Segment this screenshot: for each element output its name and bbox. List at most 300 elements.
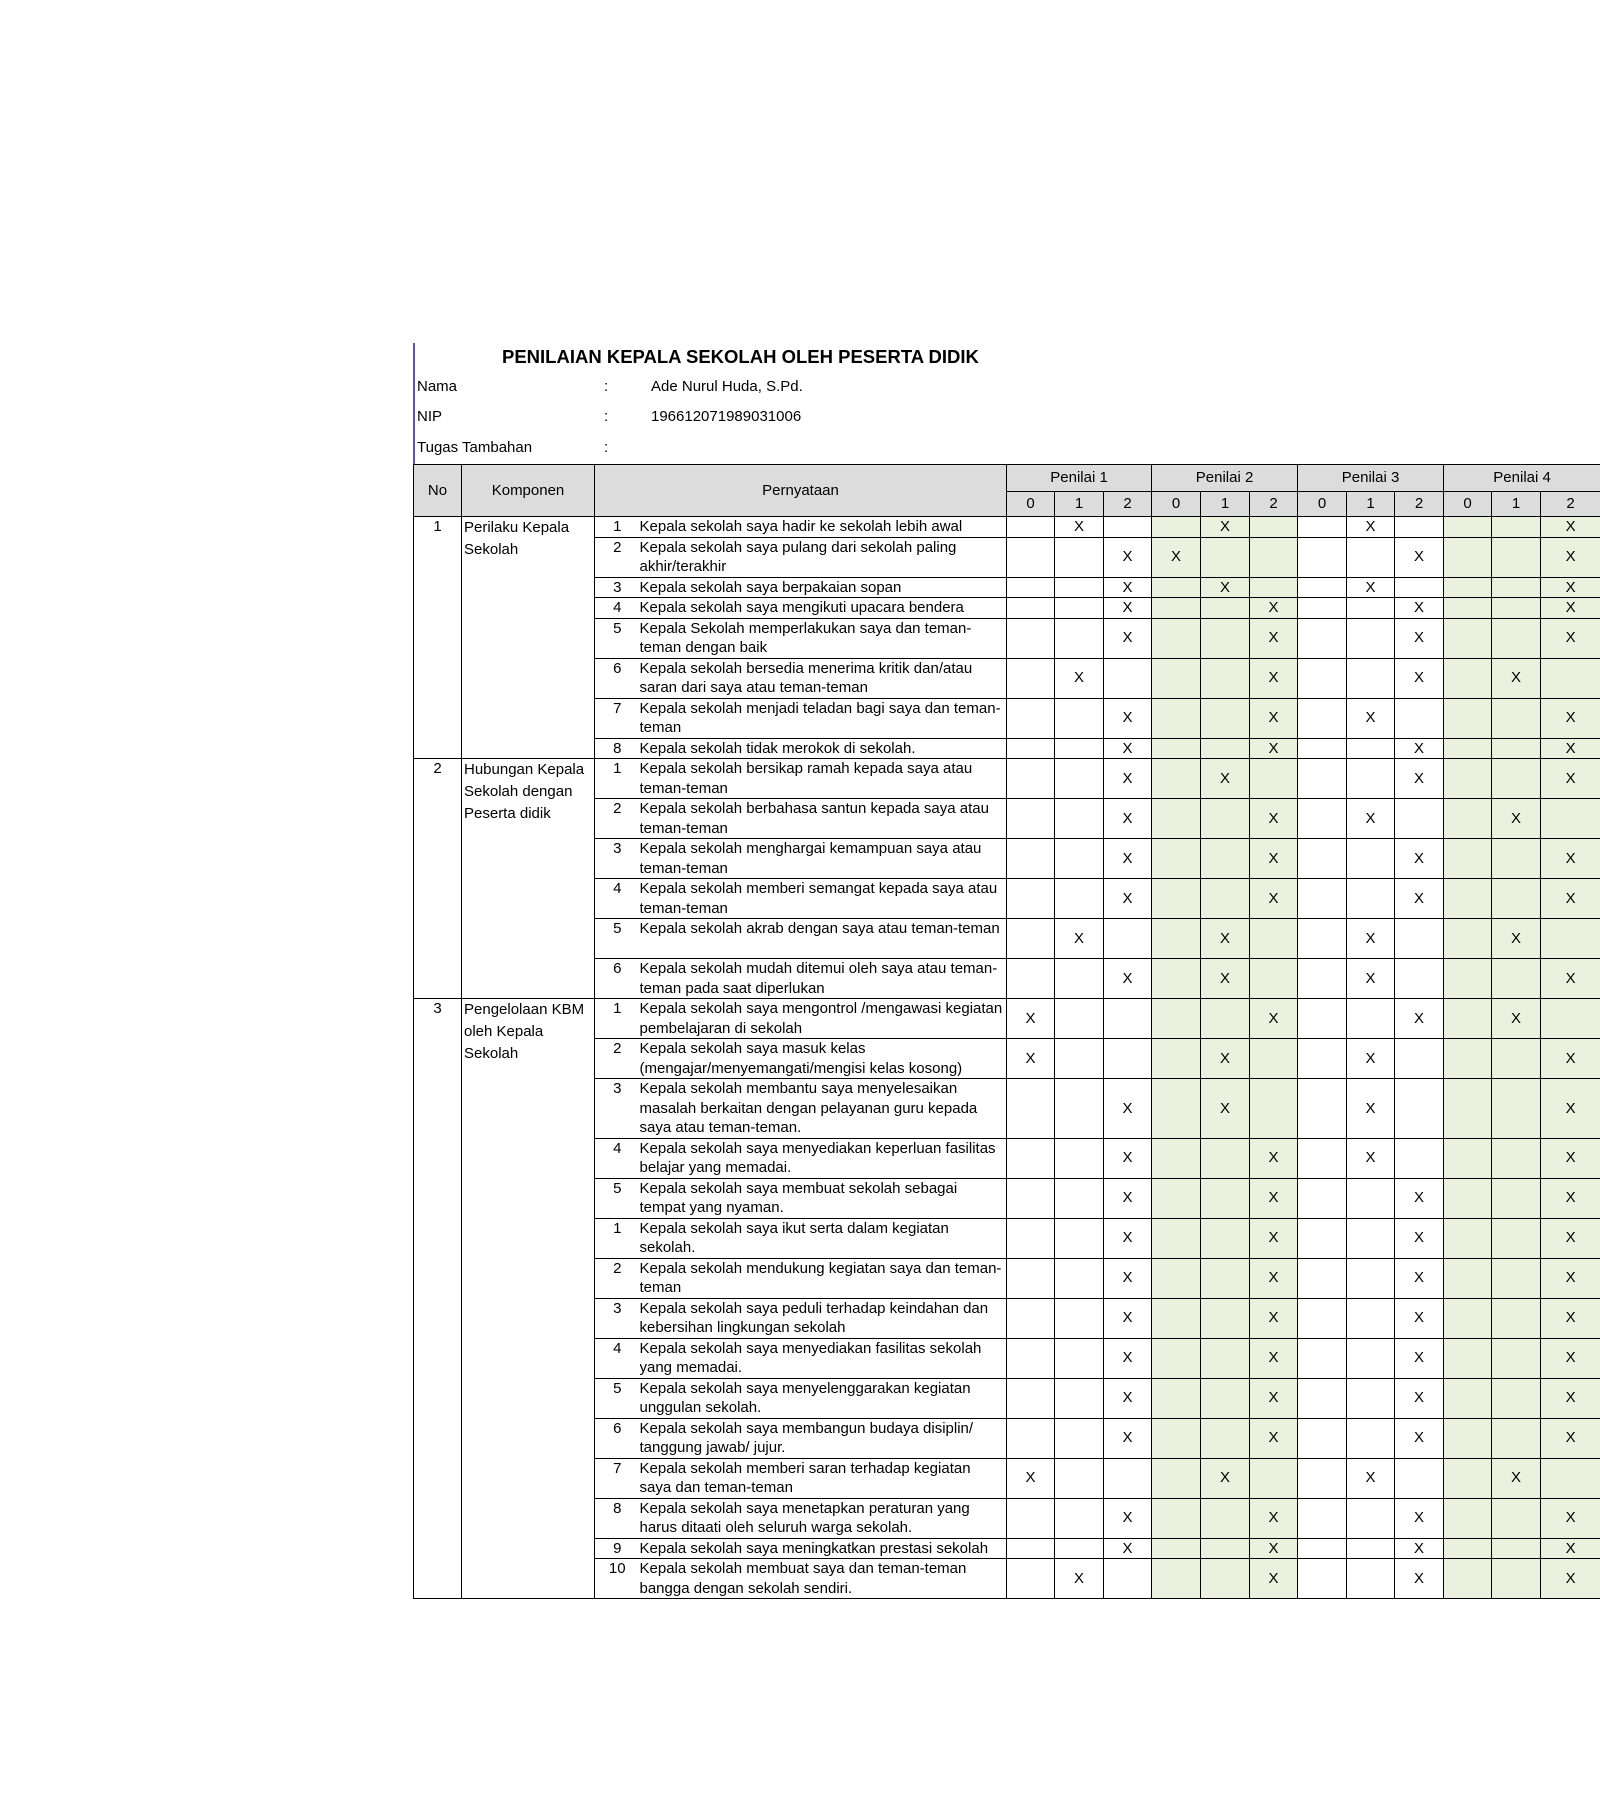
score-cell-penilai-4-0: [1444, 598, 1492, 619]
page-title: PENILAIAN KEPALA SEKOLAH OLEH PESERTA DIDIK: [502, 346, 979, 367]
score-cell-penilai-3-0: [1298, 999, 1347, 1039]
score-cell-penilai-4-2: X: [1541, 1559, 1600, 1599]
score-cell-penilai-3-1: [1347, 839, 1395, 879]
score-cell-penilai-4-1: [1492, 537, 1541, 577]
score-cell-penilai-3-1: X: [1347, 517, 1395, 538]
score-cell-penilai-4-0: [1444, 517, 1492, 538]
score-cell-penilai-4-2: X: [1541, 1378, 1600, 1418]
score-cell-penilai-1-1: [1055, 1338, 1104, 1378]
score-cell-penilai-3-2: X: [1395, 1498, 1444, 1538]
score-cell-penilai-4-1: X: [1492, 799, 1541, 839]
statement-text: Kepala sekolah saya membangun budaya disiplin/ tanggung jawab/ jujur.: [640, 1418, 1007, 1458]
statement-number: 6: [595, 658, 640, 698]
score-cell-penilai-2-1: X: [1201, 1039, 1250, 1079]
score-cell-penilai-3-2: [1395, 1039, 1444, 1079]
statement-text: Kepala sekolah bersedia menerima kritik dan/atau saran dari saya atau teman-teman: [640, 658, 1007, 698]
score-cell-penilai-3-1: X: [1347, 1458, 1395, 1498]
score-cell-penilai-1-1: [1055, 879, 1104, 919]
score-cell-penilai-3-0: [1298, 759, 1347, 799]
score-cell-penilai-2-0: [1152, 1538, 1201, 1559]
score-cell-penilai-4-2: X: [1541, 1498, 1600, 1538]
score-cell-penilai-4-2: X: [1541, 1178, 1600, 1218]
score-cell-penilai-4-1: X: [1492, 658, 1541, 698]
score-cell-penilai-1-2: X: [1104, 1538, 1152, 1559]
assessment-table: [413, 464, 1600, 1599]
section-number: 1: [414, 517, 462, 759]
score-cell-penilai-1-0: [1007, 1498, 1055, 1538]
score-cell-penilai-4-1: [1492, 1559, 1541, 1599]
score-cell-penilai-3-2: X: [1395, 1178, 1444, 1218]
score-cell-penilai-2-2: X: [1250, 618, 1298, 658]
score-cell-penilai-1-0: [1007, 537, 1055, 577]
statement-text: Kepala sekolah saya mengikuti upacara bendera: [640, 598, 1007, 619]
score-header: 2: [1104, 492, 1152, 517]
score-cell-penilai-1-0: [1007, 658, 1055, 698]
score-cell-penilai-1-2: [1104, 1559, 1152, 1599]
score-cell-penilai-3-1: X: [1347, 698, 1395, 738]
score-cell-penilai-2-1: [1201, 1378, 1250, 1418]
score-cell-penilai-2-2: X: [1250, 1218, 1298, 1258]
score-cell-penilai-2-0: [1152, 799, 1201, 839]
score-header: 2: [1250, 492, 1298, 517]
score-cell-penilai-1-0: [1007, 618, 1055, 658]
score-cell-penilai-3-2: X: [1395, 1378, 1444, 1418]
score-cell-penilai-3-1: [1347, 999, 1395, 1039]
score-cell-penilai-4-0: [1444, 879, 1492, 919]
statement-text: Kepala sekolah menjadi teladan bagi saya dan teman-teman: [640, 698, 1007, 738]
score-cell-penilai-3-0: [1298, 577, 1347, 598]
score-cell-penilai-2-0: [1152, 658, 1201, 698]
score-cell-penilai-1-2: X: [1104, 879, 1152, 919]
score-cell-penilai-3-1: X: [1347, 1138, 1395, 1178]
score-cell-penilai-4-2: X: [1541, 1218, 1600, 1258]
score-cell-penilai-1-0: [1007, 598, 1055, 619]
score-cell-penilai-2-0: [1152, 1079, 1201, 1139]
score-cell-penilai-3-0: [1298, 919, 1347, 959]
score-cell-penilai-2-2: X: [1250, 1378, 1298, 1418]
score-cell-penilai-1-1: [1055, 799, 1104, 839]
score-cell-penilai-2-0: [1152, 1039, 1201, 1079]
score-cell-penilai-4-0: [1444, 1258, 1492, 1298]
score-cell-penilai-1-2: X: [1104, 1138, 1152, 1178]
header-penilai-3: Penilai 3: [1298, 465, 1444, 492]
score-cell-penilai-2-0: [1152, 1458, 1201, 1498]
header-penilai-4: Penilai 4: [1444, 465, 1600, 492]
statement-number: 7: [595, 698, 640, 738]
score-cell-penilai-2-0: [1152, 959, 1201, 999]
score-cell-penilai-2-1: X: [1201, 517, 1250, 538]
statement-text: Kepala sekolah saya meningkatkan prestasi sekolah: [640, 1538, 1007, 1559]
statement-number: 1: [595, 1218, 640, 1258]
field-colon: :: [604, 408, 609, 425]
score-cell-penilai-2-2: [1250, 537, 1298, 577]
score-cell-penilai-3-1: [1347, 1538, 1395, 1559]
statement-number: 5: [595, 919, 640, 959]
score-cell-penilai-1-2: X: [1104, 1218, 1152, 1258]
score-cell-penilai-1-1: [1055, 1458, 1104, 1498]
score-cell-penilai-4-0: [1444, 577, 1492, 598]
score-cell-penilai-1-1: [1055, 999, 1104, 1039]
score-header: 0: [1444, 492, 1492, 517]
score-cell-penilai-4-1: [1492, 1138, 1541, 1178]
score-cell-penilai-4-0: [1444, 839, 1492, 879]
statement-number: 6: [595, 959, 640, 999]
score-cell-penilai-2-2: X: [1250, 658, 1298, 698]
statement-text: Kepala sekolah bersikap ramah kepada saya atau teman-teman: [640, 759, 1007, 799]
score-cell-penilai-4-1: [1492, 598, 1541, 619]
score-cell-penilai-1-2: X: [1104, 759, 1152, 799]
score-cell-penilai-1-1: X: [1055, 1559, 1104, 1599]
score-cell-penilai-2-0: [1152, 1338, 1201, 1378]
score-cell-penilai-3-1: [1347, 738, 1395, 759]
score-cell-penilai-2-1: X: [1201, 959, 1250, 999]
score-cell-penilai-4-0: [1444, 1178, 1492, 1218]
score-cell-penilai-1-0: X: [1007, 1039, 1055, 1079]
score-cell-penilai-2-0: [1152, 1418, 1201, 1458]
score-cell-penilai-3-0: [1298, 598, 1347, 619]
score-cell-penilai-1-1: [1055, 598, 1104, 619]
score-cell-penilai-1-1: [1055, 1538, 1104, 1559]
score-cell-penilai-1-1: [1055, 759, 1104, 799]
score-cell-penilai-1-0: [1007, 1338, 1055, 1378]
statement-number: 10: [595, 1559, 640, 1599]
statement-number: 2: [595, 1258, 640, 1298]
statement-number: 5: [595, 1178, 640, 1218]
score-cell-penilai-3-0: [1298, 1218, 1347, 1258]
score-cell-penilai-4-1: [1492, 1079, 1541, 1139]
score-cell-penilai-4-0: [1444, 1538, 1492, 1559]
score-cell-penilai-2-2: X: [1250, 1258, 1298, 1298]
statement-number: 3: [595, 577, 640, 598]
score-cell-penilai-4-1: [1492, 1338, 1541, 1378]
score-cell-penilai-3-0: [1298, 959, 1347, 999]
score-cell-penilai-4-1: [1492, 1178, 1541, 1218]
score-cell-penilai-2-2: X: [1250, 1538, 1298, 1559]
header-penilai-2: Penilai 2: [1152, 465, 1298, 492]
score-cell-penilai-3-2: X: [1395, 1258, 1444, 1298]
score-cell-penilai-2-2: X: [1250, 799, 1298, 839]
score-cell-penilai-3-0: [1298, 658, 1347, 698]
statement-text: Kepala sekolah saya berpakaian sopan: [640, 577, 1007, 598]
score-cell-penilai-2-0: X: [1152, 537, 1201, 577]
score-cell-penilai-3-1: X: [1347, 959, 1395, 999]
score-cell-penilai-2-2: [1250, 1079, 1298, 1139]
score-cell-penilai-2-0: [1152, 698, 1201, 738]
score-cell-penilai-4-0: [1444, 738, 1492, 759]
score-cell-penilai-4-2: X: [1541, 738, 1600, 759]
score-cell-penilai-3-0: [1298, 537, 1347, 577]
score-cell-penilai-3-2: [1395, 799, 1444, 839]
score-cell-penilai-1-0: [1007, 1218, 1055, 1258]
score-cell-penilai-3-2: X: [1395, 618, 1444, 658]
score-cell-penilai-4-1: X: [1492, 919, 1541, 959]
statement-text: Kepala sekolah saya menyelenggarakan kegiatan unggulan sekolah.: [640, 1378, 1007, 1418]
score-cell-penilai-4-1: [1492, 618, 1541, 658]
score-cell-penilai-1-0: [1007, 1418, 1055, 1458]
score-cell-penilai-2-0: [1152, 1498, 1201, 1538]
score-cell-penilai-3-0: [1298, 698, 1347, 738]
statement-text: Kepala Sekolah memperlakukan saya dan teman-teman dengan baik: [640, 618, 1007, 658]
score-cell-penilai-1-0: [1007, 1378, 1055, 1418]
score-cell-penilai-4-1: [1492, 1538, 1541, 1559]
header-komponen: Komponen: [462, 465, 595, 517]
score-cell-penilai-2-1: [1201, 1258, 1250, 1298]
score-cell-penilai-3-1: [1347, 1559, 1395, 1599]
score-cell-penilai-4-1: [1492, 959, 1541, 999]
score-cell-penilai-2-1: [1201, 598, 1250, 619]
score-cell-penilai-3-2: X: [1395, 1418, 1444, 1458]
score-cell-penilai-2-1: X: [1201, 759, 1250, 799]
score-cell-penilai-2-0: [1152, 1138, 1201, 1178]
score-cell-penilai-3-2: X: [1395, 1218, 1444, 1258]
score-cell-penilai-3-0: [1298, 1418, 1347, 1458]
score-cell-penilai-2-2: X: [1250, 1418, 1298, 1458]
score-cell-penilai-3-0: [1298, 1258, 1347, 1298]
score-cell-penilai-3-1: [1347, 1218, 1395, 1258]
score-cell-penilai-2-2: X: [1250, 839, 1298, 879]
score-cell-penilai-1-2: X: [1104, 1378, 1152, 1418]
score-cell-penilai-2-0: [1152, 1378, 1201, 1418]
score-cell-penilai-2-1: X: [1201, 577, 1250, 598]
statement-text: Kepala sekolah memberi saran terhadap kegiatan saya dan teman-teman: [640, 1458, 1007, 1498]
statement-text: Kepala sekolah akrab dengan saya atau teman-teman: [640, 919, 1007, 959]
score-cell-penilai-2-1: [1201, 1559, 1250, 1599]
score-cell-penilai-1-1: [1055, 1138, 1104, 1178]
score-cell-penilai-1-1: X: [1055, 517, 1104, 538]
score-cell-penilai-1-0: [1007, 1559, 1055, 1599]
score-cell-penilai-1-0: [1007, 577, 1055, 598]
statement-number: 4: [595, 1338, 640, 1378]
statement-text: Kepala sekolah saya pulang dari sekolah paling akhir/terakhir: [640, 537, 1007, 577]
section-komponen: Perilaku Kepala Sekolah: [462, 517, 595, 759]
score-cell-penilai-3-0: [1298, 1079, 1347, 1139]
score-cell-penilai-4-0: [1444, 618, 1492, 658]
score-cell-penilai-4-2: X: [1541, 1258, 1600, 1298]
score-cell-penilai-3-0: [1298, 1559, 1347, 1599]
statement-text: Kepala sekolah membantu saya menyelesaikan masalah berkaitan dengan pelayanan guru kepada saya atau teman-teman.: [640, 1079, 1007, 1139]
score-cell-penilai-2-0: [1152, 759, 1201, 799]
statement-text: Kepala sekolah saya hadir ke sekolah lebih awal: [640, 517, 1007, 538]
score-cell-penilai-4-1: [1492, 1039, 1541, 1079]
score-cell-penilai-1-2: X: [1104, 1079, 1152, 1139]
score-cell-penilai-4-0: [1444, 1298, 1492, 1338]
score-cell-penilai-1-0: [1007, 1138, 1055, 1178]
score-cell-penilai-2-1: [1201, 839, 1250, 879]
score-cell-penilai-3-2: X: [1395, 738, 1444, 759]
score-cell-penilai-3-2: X: [1395, 839, 1444, 879]
score-cell-penilai-3-0: [1298, 839, 1347, 879]
statement-text: Kepala sekolah saya menyediakan keperluan fasilitas belajar yang memadai.: [640, 1138, 1007, 1178]
score-cell-penilai-4-1: X: [1492, 1458, 1541, 1498]
statement-text: Kepala sekolah menghargai kemampuan saya atau teman-teman: [640, 839, 1007, 879]
score-cell-penilai-3-1: [1347, 618, 1395, 658]
score-cell-penilai-2-2: X: [1250, 1178, 1298, 1218]
header-pernyataan: Pernyataan: [595, 465, 1007, 517]
statement-number: 2: [595, 537, 640, 577]
score-cell-penilai-4-1: X: [1492, 999, 1541, 1039]
field-value: Ade Nurul Huda, S.Pd.: [651, 378, 803, 395]
statement-number: 1: [595, 517, 640, 538]
score-cell-penilai-3-1: [1347, 658, 1395, 698]
score-cell-penilai-4-1: [1492, 759, 1541, 799]
score-cell-penilai-2-1: [1201, 1298, 1250, 1338]
score-cell-penilai-2-2: [1250, 577, 1298, 598]
statement-number: 4: [595, 598, 640, 619]
statement-number: 9: [595, 1538, 640, 1559]
score-cell-penilai-3-2: [1395, 1079, 1444, 1139]
score-cell-penilai-3-0: [1298, 738, 1347, 759]
table-row: [414, 759, 1600, 799]
score-cell-penilai-2-2: [1250, 919, 1298, 959]
statement-text: Kepala sekolah saya mengontrol /mengawasi kegiatan pembelajaran di sekolah: [640, 999, 1007, 1039]
score-cell-penilai-3-2: X: [1395, 1298, 1444, 1338]
statement-number: 5: [595, 1378, 640, 1418]
field-value: 196612071989031006: [651, 408, 802, 425]
score-cell-penilai-1-2: X: [1104, 618, 1152, 658]
score-cell-penilai-1-1: [1055, 1418, 1104, 1458]
score-cell-penilai-3-2: X: [1395, 759, 1444, 799]
statement-text: Kepala sekolah saya peduli terhadap keindahan dan kebersihan lingkungan sekolah: [640, 1298, 1007, 1338]
score-cell-penilai-2-2: [1250, 1039, 1298, 1079]
score-cell-penilai-2-1: [1201, 738, 1250, 759]
score-cell-penilai-1-2: X: [1104, 959, 1152, 999]
score-cell-penilai-3-1: [1347, 598, 1395, 619]
statement-text: Kepala sekolah saya ikut serta dalam kegiatan sekolah.: [640, 1218, 1007, 1258]
score-header: 1: [1347, 492, 1395, 517]
score-cell-penilai-2-1: [1201, 618, 1250, 658]
score-cell-penilai-2-2: X: [1250, 879, 1298, 919]
statement-number: 3: [595, 1298, 640, 1338]
score-cell-penilai-4-1: [1492, 698, 1541, 738]
statement-text: Kepala sekolah saya masuk kelas (mengajar/menyemangati/mengisi kelas kosong): [640, 1039, 1007, 1079]
score-header: 0: [1152, 492, 1201, 517]
score-cell-penilai-4-0: [1444, 799, 1492, 839]
score-cell-penilai-2-0: [1152, 577, 1201, 598]
score-cell-penilai-2-2: [1250, 517, 1298, 538]
score-cell-penilai-4-0: [1444, 759, 1492, 799]
statement-text: Kepala sekolah membuat saya dan teman-teman bangga dengan sekolah sendiri.: [640, 1559, 1007, 1599]
score-header: 0: [1298, 492, 1347, 517]
statement-text: Kepala sekolah tidak merokok di sekolah.: [640, 738, 1007, 759]
table-row: [414, 517, 1600, 538]
score-cell-penilai-4-0: [1444, 537, 1492, 577]
score-cell-penilai-3-1: X: [1347, 1079, 1395, 1139]
score-cell-penilai-4-2: X: [1541, 959, 1600, 999]
statement-number: 5: [595, 618, 640, 658]
header-penilai-1: Penilai 1: [1007, 465, 1152, 492]
score-cell-penilai-1-1: [1055, 1298, 1104, 1338]
score-cell-penilai-4-2: X: [1541, 1538, 1600, 1559]
score-cell-penilai-2-2: X: [1250, 1498, 1298, 1538]
score-cell-penilai-1-1: [1055, 1258, 1104, 1298]
score-cell-penilai-1-1: X: [1055, 658, 1104, 698]
statement-number: 4: [595, 879, 640, 919]
score-cell-penilai-2-2: X: [1250, 738, 1298, 759]
field-label: Tugas Tambahan: [417, 439, 533, 456]
sheet-left-border: [413, 343, 415, 468]
score-cell-penilai-2-1: [1201, 1138, 1250, 1178]
score-cell-penilai-3-2: [1395, 959, 1444, 999]
score-cell-penilai-3-2: [1395, 1458, 1444, 1498]
score-cell-penilai-2-1: [1201, 1538, 1250, 1559]
score-cell-penilai-2-1: [1201, 698, 1250, 738]
statement-text: Kepala sekolah saya membuat sekolah sebagai tempat yang nyaman.: [640, 1178, 1007, 1218]
score-cell-penilai-1-1: [1055, 577, 1104, 598]
score-cell-penilai-4-0: [1444, 1138, 1492, 1178]
score-cell-penilai-4-0: [1444, 1378, 1492, 1418]
statement-number: 2: [595, 1039, 640, 1079]
table-header: [414, 465, 1600, 517]
score-cell-penilai-3-2: [1395, 1138, 1444, 1178]
score-cell-penilai-2-0: [1152, 517, 1201, 538]
score-cell-penilai-1-2: [1104, 517, 1152, 538]
score-cell-penilai-2-1: [1201, 658, 1250, 698]
score-cell-penilai-3-1: [1347, 879, 1395, 919]
score-cell-penilai-2-0: [1152, 1298, 1201, 1338]
score-cell-penilai-4-2: X: [1541, 839, 1600, 879]
score-cell-penilai-1-1: [1055, 537, 1104, 577]
score-cell-penilai-1-0: [1007, 517, 1055, 538]
score-cell-penilai-4-2: X: [1541, 1418, 1600, 1458]
statement-text: Kepala sekolah memberi semangat kepada saya atau teman-teman: [640, 879, 1007, 919]
score-cell-penilai-2-0: [1152, 1218, 1201, 1258]
score-cell-penilai-4-2: X: [1541, 759, 1600, 799]
score-cell-penilai-1-2: X: [1104, 1498, 1152, 1538]
score-cell-penilai-4-2: [1541, 799, 1600, 839]
score-cell-penilai-1-2: X: [1104, 839, 1152, 879]
field-label: NIP: [417, 408, 443, 425]
score-cell-penilai-1-1: [1055, 618, 1104, 658]
score-cell-penilai-1-0: [1007, 1178, 1055, 1218]
score-cell-penilai-4-0: [1444, 1039, 1492, 1079]
score-cell-penilai-2-0: [1152, 598, 1201, 619]
score-cell-penilai-3-1: [1347, 1418, 1395, 1458]
score-cell-penilai-1-0: [1007, 1298, 1055, 1338]
score-cell-penilai-1-2: X: [1104, 1298, 1152, 1338]
score-cell-penilai-3-2: [1395, 919, 1444, 959]
score-cell-penilai-2-1: [1201, 1498, 1250, 1538]
score-cell-penilai-2-1: X: [1201, 1458, 1250, 1498]
score-cell-penilai-1-2: X: [1104, 1338, 1152, 1378]
score-cell-penilai-3-1: [1347, 1498, 1395, 1538]
score-cell-penilai-1-1: [1055, 1218, 1104, 1258]
score-cell-penilai-1-2: X: [1104, 1178, 1152, 1218]
score-cell-penilai-2-0: [1152, 618, 1201, 658]
score-cell-penilai-2-2: X: [1250, 698, 1298, 738]
score-cell-penilai-1-2: X: [1104, 738, 1152, 759]
score-cell-penilai-2-1: X: [1201, 1079, 1250, 1139]
score-cell-penilai-4-0: [1444, 1559, 1492, 1599]
score-header: 1: [1492, 492, 1541, 517]
score-cell-penilai-3-0: [1298, 1498, 1347, 1538]
score-cell-penilai-2-2: [1250, 959, 1298, 999]
score-header: 1: [1201, 492, 1250, 517]
score-cell-penilai-1-0: [1007, 1079, 1055, 1139]
score-cell-penilai-1-2: X: [1104, 698, 1152, 738]
score-cell-penilai-1-1: [1055, 1178, 1104, 1218]
score-cell-penilai-1-2: X: [1104, 1418, 1152, 1458]
statement-number: 7: [595, 1458, 640, 1498]
score-cell-penilai-2-0: [1152, 839, 1201, 879]
statement-number: 2: [595, 799, 640, 839]
score-cell-penilai-2-1: [1201, 1218, 1250, 1258]
score-cell-penilai-2-0: [1152, 879, 1201, 919]
section-number: 3: [414, 999, 462, 1599]
statement-number: 1: [595, 999, 640, 1039]
score-cell-penilai-3-1: [1347, 1298, 1395, 1338]
score-cell-penilai-2-0: [1152, 919, 1201, 959]
score-cell-penilai-4-2: X: [1541, 577, 1600, 598]
